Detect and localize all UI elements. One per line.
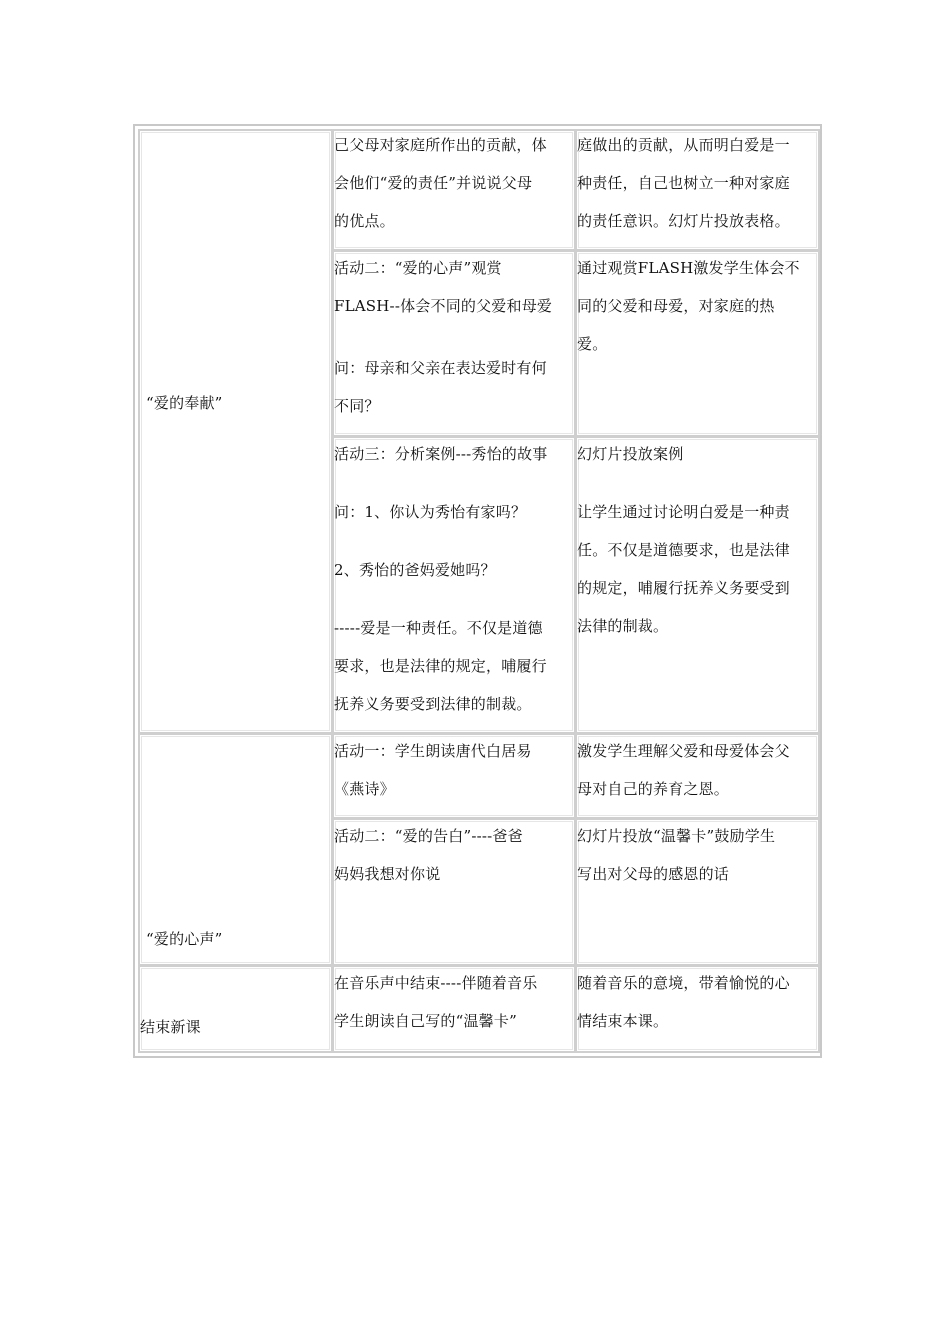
- activity-purpose-cell: [575, 818, 820, 966]
- purpose-line: 的规定，哺履行抚养义务要受到: [577, 579, 790, 597]
- activity-content-cell: [332, 818, 576, 966]
- purpose-line: 通过观赏FLASH激发学生体会不: [577, 259, 800, 277]
- activity-content-cell: [332, 436, 576, 734]
- purpose-line: 的责任意识。幻灯片投放表格。: [577, 212, 790, 230]
- purpose-line: 幻灯片投放案例: [577, 445, 684, 463]
- content-line: 妈妈我想对你说: [334, 865, 441, 883]
- section-title-cell: [138, 733, 333, 966]
- purpose-line: 母对自己的养育之恩。: [577, 780, 730, 798]
- purpose-line: 情结束本课。: [577, 1012, 669, 1030]
- activity-purpose-cell: [575, 436, 820, 734]
- content-line: 活动一：学生朗读唐代白居易: [334, 742, 532, 760]
- activity-purpose-cell: [575, 250, 820, 437]
- section-title-cell: [138, 129, 333, 734]
- purpose-line: 激发学生理解父爱和母爱体会父: [577, 742, 790, 760]
- purpose-line: 同的父爱和母爱，对家庭的热: [577, 297, 775, 315]
- content-line: 的优点。: [334, 212, 395, 230]
- purpose-line: 随着音乐的意境，带着愉悦的心: [577, 974, 790, 992]
- lesson-plan-table: [133, 124, 822, 1058]
- purpose-line: 幻灯片投放“温馨卡”鼓励学生: [577, 827, 776, 845]
- content-line: -----爱是一种责任。不仅是道德: [334, 619, 543, 637]
- content-line: 《燕诗》: [334, 780, 395, 798]
- section-title-cell: [138, 965, 333, 1053]
- content-line: 活动三：分析案例---秀怡的故事: [334, 445, 548, 463]
- purpose-line: 写出对父母的感恩的话: [577, 865, 730, 883]
- content-line: 问：母亲和父亲在表达爱时有何: [334, 359, 547, 377]
- purpose-line: 种责任，自己也树立一种对家庭: [577, 174, 790, 192]
- activity-content-cell: [332, 129, 576, 251]
- content-line: 活动二：“爱的心声”观赏: [334, 259, 502, 277]
- activity-purpose-cell: [575, 965, 820, 1053]
- purpose-line: 爱。: [577, 335, 608, 353]
- purpose-line: 任。不仅是道德要求，也是法律: [577, 541, 790, 559]
- content-line: 抚养义务要受到法律的制裁。: [334, 695, 532, 713]
- activity-purpose-cell: [575, 129, 820, 251]
- content-line: 不同？: [334, 397, 380, 415]
- content-line: 要求，也是法律的规定，哺履行: [334, 657, 547, 675]
- activity-content-cell: [332, 250, 576, 437]
- content-line: FLASH--体会不同的父爱和母爱: [334, 297, 553, 315]
- activity-content-cell: [332, 965, 576, 1053]
- content-line: 活动二：“爱的告白”----爸爸: [334, 827, 523, 845]
- content-line: 在音乐声中结束----伴随着音乐: [334, 974, 538, 992]
- purpose-line: 法律的制裁。: [577, 617, 669, 635]
- activity-purpose-cell: [575, 733, 820, 819]
- section-title: “爱的奉献”: [146, 394, 223, 412]
- section-title: 结束新课: [140, 1018, 201, 1036]
- purpose-line: 庭做出的贡献，从而明白爱是一: [577, 136, 790, 154]
- content-line: 会他们“爱的责任”并说说父母: [334, 174, 533, 192]
- content-line: 学生朗读自己写的“温馨卡”: [334, 1012, 517, 1030]
- section-title: “爱的心声”: [146, 930, 223, 948]
- content-line: 2、秀怡的爸妈爱她吗？: [334, 561, 496, 579]
- purpose-line: 让学生通过讨论明白爱是一种责: [577, 503, 790, 521]
- content-line: 己父母对家庭所作出的贡献，体: [334, 136, 547, 154]
- activity-content-cell: [332, 733, 576, 819]
- content-line: 问：1、你认为秀怡有家吗？: [334, 503, 527, 521]
